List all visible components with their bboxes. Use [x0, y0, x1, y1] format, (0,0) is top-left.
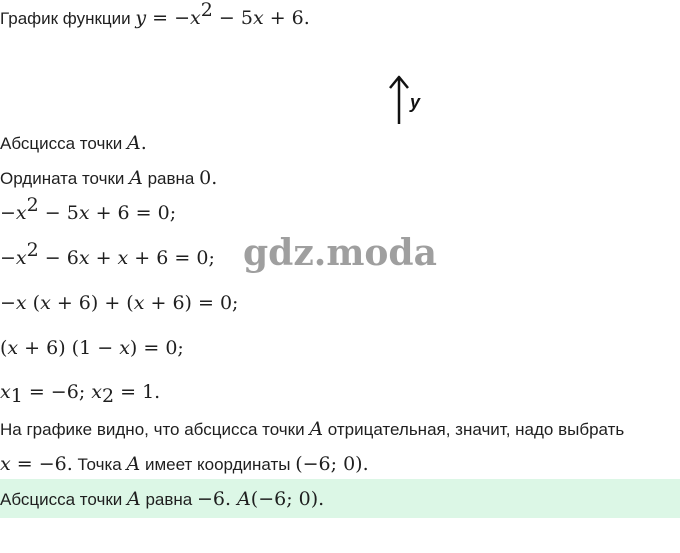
explanation-line-1: На графике видно, что абсцисса точки A отрицательная, значит, надо выбрать — [0, 418, 625, 440]
answer-box — [0, 479, 680, 518]
intro-text: График функции — [0, 9, 136, 28]
equation-4: (x + 6) (1 − x) = 0; — [0, 337, 184, 359]
equation-3: −x (x + 6) + (x + 6) = 0; — [0, 292, 239, 314]
watermark: gdz.moda — [243, 232, 437, 274]
roots-line: $x_1 = -6$; $x_2 = 1$. — [0, 381, 161, 407]
abscissa-line: Абсцисса точки A. — [0, 132, 147, 154]
y-axis-label: y — [410, 92, 421, 112]
explanation-line-2: x = −6. Точка A имеет координаты (−6; 0). — [0, 453, 369, 475]
ordinate-line: Ордината точки A равна 0. — [0, 167, 218, 189]
y-axis-arrow — [388, 74, 428, 130]
equation-2: $-x^2 - 6x + x + 6 = 0$; — [0, 239, 215, 269]
intro-line: График функции $y = -x^2 - 5x + 6$. — [0, 0, 310, 29]
answer-line: Абсцисса точки A равна −6. A(−6; 0). — [0, 488, 325, 510]
equation-1: $-x^2 - 5x + 6 = 0$; — [0, 194, 177, 224]
